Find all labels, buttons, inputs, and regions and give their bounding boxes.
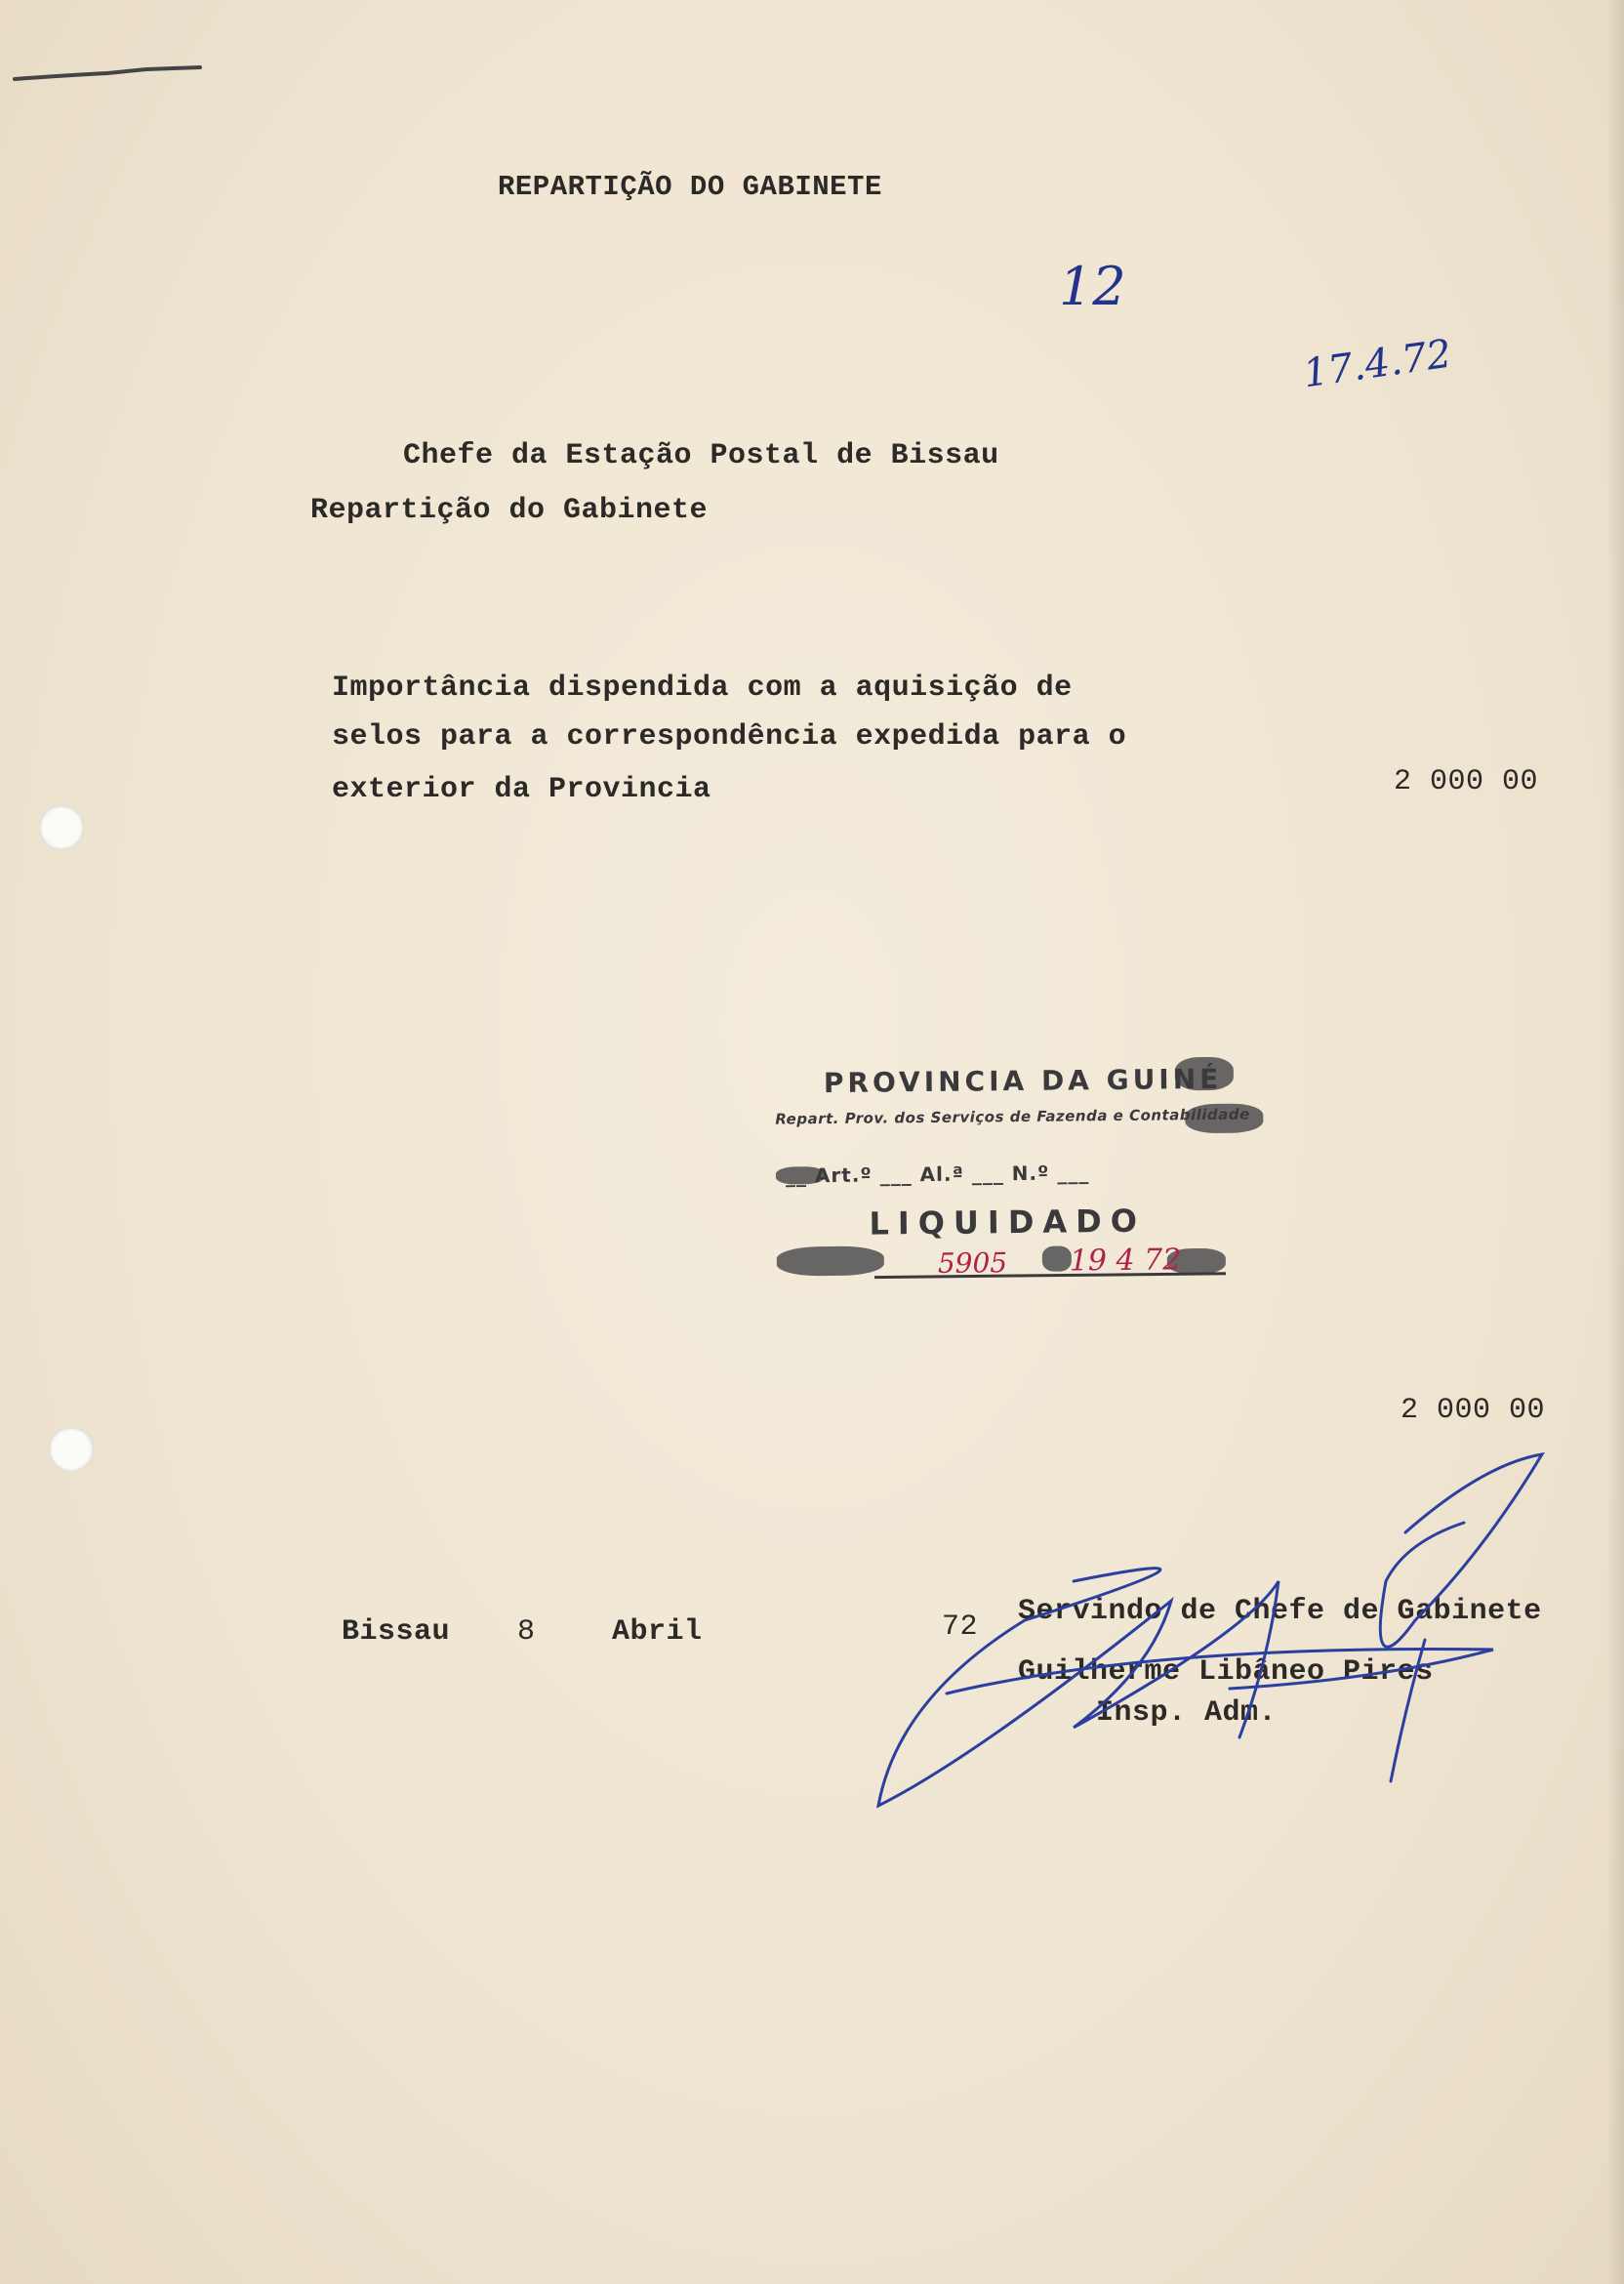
footer-day: 8 [517,1615,536,1649]
description-line-1: Importância dispendida com a aquisição de [332,672,1073,705]
description-line-3: exterior da Provincia [332,773,711,806]
department-heading: REPARTIÇÃO DO GABINETE [498,171,882,203]
handwritten-signature [859,1435,1562,1825]
addressee-line-1: Chefe da Estação Postal de Bissau [403,439,999,472]
liquidation-stamp [775,1056,1266,1305]
stamp-ink-smudge [1042,1245,1072,1271]
description-line-2: selos para a correspondência expedida para o [332,720,1127,754]
stamp-date: 19 4 72 [1069,1243,1182,1279]
handwritten-page-number: 12 [1059,256,1126,317]
pencil-mark [10,54,205,93]
stamp-number: 5905 [937,1246,1008,1280]
signatory-role: Servindo de Chefe de Gabinete [1018,1595,1542,1628]
total-amount: 2 000 00 [1401,1394,1546,1427]
addressee-line-2: Repartição do Gabinete [310,494,709,527]
stamp-ink-smudge [777,1245,884,1276]
stamp-status: LIQUIDADO [869,1202,1147,1243]
footer-month: Abril [612,1615,703,1649]
signatory-title: Insp. Adm. [1096,1696,1278,1730]
stamp-title: PROVINCIA DA GUINÉ [823,1062,1223,1100]
footer-place: Bissau [342,1615,451,1649]
stamp-fields: __ Art.º ___ Al.ª ___ N.º ___ [785,1161,1090,1188]
stamp-subtitle: Repart. Prov. dos Serviços de Fazenda e Contabilidade [775,1105,1250,1128]
binder-hole-bottom [49,1427,94,1472]
page-edge-shadow [1606,0,1624,2284]
footer-year: 72 [942,1611,979,1644]
binder-hole-top [39,805,84,850]
handwritten-received-date: 17.4.72 [1300,331,1455,397]
signatory-name: Guilherme Libâneo Pires [1018,1655,1434,1689]
item-amount: 2 000 00 [1394,765,1539,798]
